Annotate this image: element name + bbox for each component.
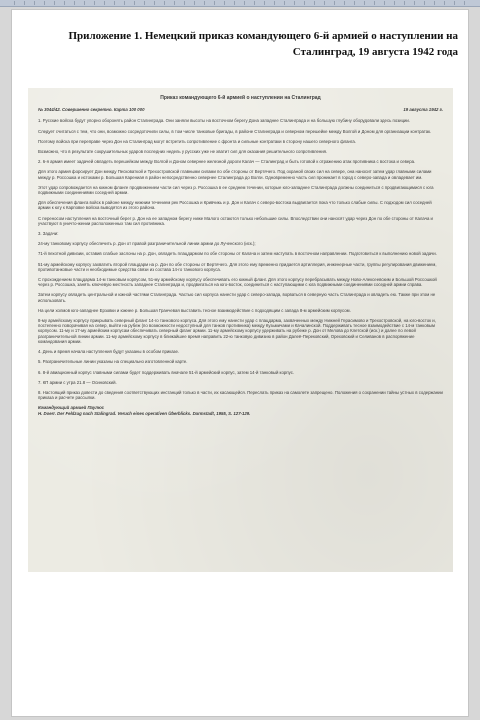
scan-date: 19 августа 1942 г.: [403, 107, 443, 113]
scan-paragraph: 51-му армейскому корпусу захватить второй плацдарм на р. Дон по обе стороны от Вертячего. Для этого ему временно придается артиллерия, инженерные части, группы регулирования движением, противотанковые части и необходимые средства связи из состава 14-го танкового корпуса.: [38, 261, 437, 272]
scan-paragraph: На цели холмов юго-западнее Ерзовки и южнее р. Большая Гранчевая выставить тесное взаимодействие с подходящим с запада 8-м армейским корпусом.: [38, 307, 351, 313]
scan-paragraph: Возможно, что в результате сокрушительных ударов последних недель у русских уже не хватит сил для оказания решительного сопротивления.: [38, 149, 328, 155]
scan-paragraph: Для обеспечения фланга войск в районе между нижним течением рек Россошка и Кривчикь и р. Дон и Калач с северо-востока выдвигается пока что только слабые силы. С подходом сил соседней армии к югу к Карповке войска выводятся из этого района.: [38, 200, 432, 211]
scan-paragraph: 3. Задачи:: [38, 231, 59, 237]
ruler-bar: [0, 0, 480, 7]
scan-paragraph: Следует считаться с тем, что они, возможно сосредоточили силы, в том числе танковые бригады, в районе Сталинграда и северном перешейке между Волгой и Доном для организации контратак.: [38, 128, 432, 134]
scan-source: H. Doerr. Der Feldzug nach Stalingrad. Veruch eines operativen Überblicks. Darmstadt, 1955, S. 127-129.: [38, 410, 251, 416]
ruler-ticks: [14, 1, 466, 5]
heading-line-2: Сталинград, 19 августа 1942 года: [292, 46, 458, 58]
scan-title: Приказ командующего 6-й армией о наступлении на Сталинград: [160, 95, 321, 101]
scan-paragraph: 2. 6-я армия имеет задачей овладеть перешейком между Волгой и Доном севернее железной дороги Калач — Сталинград и быть готовой к отражению атак противника с востока и севера.: [38, 159, 416, 165]
scan-signature: Командующий армией Паулюс: [38, 405, 104, 411]
scan-paragraph: Затем корпусу овладеть центральной и южной частями Сталинграда. Частью сил корпуса нанести удар с северо-запада, ворваться в северную часть Сталинграда и овладеть ею. Также при этом не использовать.: [38, 292, 436, 303]
scan-paragraph: 6. 8-й авиационный корпус главными силами будет поддерживать вначале 51-й армейский корпус, затем 14-й танковый корпус.: [38, 369, 295, 375]
scan-paragraph: 8-му армейскому корпусу прикрывать северный фланг 14-го танкового корпуса. Для этого ему нанести удар с плацдарма, захваченных между Нижней Герасимово и Трехостровской, на юго-восток и, постепенно поворачивая на север, выйти на рубеж (по возможности недоступный для танков противника) между Кузьмичами и Качалинской. Поддерживать тесное взаимодействие с 14-м танковым корпусом. 11-му и 17-му армейским корпусам обеспечивать северный фланг армии. 11-му армейскому корпусу удерживать на рубеже р. Дон от Мелова до Клетской (иск.) и далее по левой разграничительной линии армии. 11-му армейскому корпусу в ближайшее время направить 22-ю танковую дивизию в район Далеё-Перековский, Ореховский и Селиванов в распоряжение командования армии.: [38, 318, 436, 344]
scan-paragraph: 1. Русские войска будут упорно оборонять район Сталинграда. Они заняли высоты на восточном берегу Дона западнее Сталинграда и на большую глубину оборудовали здесь позиции.: [38, 118, 411, 124]
scan-paragraph: С прохождением плацдарма 14-м танковым корпусом, 51-му армейскому корпусу обеспечивать его южный фланг. Для этого корпусу перебрасывать между Ново-Алексеевским и Большой Россошкой через р. Россошка, занять ключевую местность западнее Сталинграда и, продвигаться на юго-восток, соединиться с наступающими с юга подвижными соединениями соседней армии справа.: [38, 277, 437, 288]
scan-content: [38, 96, 443, 416]
scan-paragraph: 8. Настоящий приказ довести до сведения соответствующих инстанций только в части, их касающейся. Переслать приказ на самолете запрещено. Положения о сохранении тайны устных в содержании приказа и расчете рассылки.: [38, 389, 443, 401]
scanned-document-image: [28, 88, 453, 572]
scan-paragraph: 7. КП армии с утра 21.8 — Осиновский.: [38, 379, 117, 385]
scan-paragraph: 4. День и время начала наступления будут указаны в особом приказе.: [38, 349, 180, 355]
document-heading: [67, 28, 458, 60]
document-page: [12, 10, 468, 716]
scan-paragraph: С переносом наступления на восточный берег р. Дон на ее западном берегу ниже Малого остаются только небольшие силы. Впоследствии они наносят удар через Дон по обе стороны от Калача и участвуют в уничто-жении расположенных там сил противника.: [38, 215, 433, 226]
scan-meta: [38, 107, 443, 112]
scan-paragraphs: [38, 118, 443, 400]
scan-paragraph: 24-му танковому корпусу обеспечить р. Дон от правой разграничительной линии армии до Лученского (иск.);: [38, 241, 256, 247]
scan-paragraph: 5. Разграничительные линии указаны на специально изготовленной карте.: [38, 359, 188, 365]
scan-paragraph: Поэтому войска при переправе через Дон на Сталинград могут встретить сопротивление с фронта и сильные контратаки в сторону нашего северного фланга.: [38, 138, 356, 144]
scan-ref: № 3044/42. Совершенно секретно. Карта 100 000: [38, 107, 145, 113]
scan-paragraph: 71-й пехотной дивизии, оставив слабые заслоны на р. Дон, овладеть плацдармом по обе стороны от Калача и затем наступать в восточном направлении. Подготовиться к выполнению новой задачи.: [38, 251, 437, 257]
scan-paragraph: Для этого армия форсирует Дон между Песковаткой и Трехостровской главными силами по обе стороны от Вертячего. Под охраной своих сил на севере, она наносит затем удар главными силами между р. Россошка и истоками р. Большая Карениая в район непосредственно севернее Сталинграда до Волги. Одновременно часть сил проникает в город с северо-запада и овладевает им.: [38, 169, 432, 180]
scan-paragraph: Этот удар сопровождается на южном фланге продвижением части сил через р. Россошка в ее среднем течении, которые юго-западнее Сталинграда должны соединиться с продвигающимися с юга подвижными соединениями соседней армии.: [38, 184, 434, 196]
heading-line-1: Приложение 1. Немецкий приказ командующего 6-й армией о наступлении на: [68, 30, 458, 42]
